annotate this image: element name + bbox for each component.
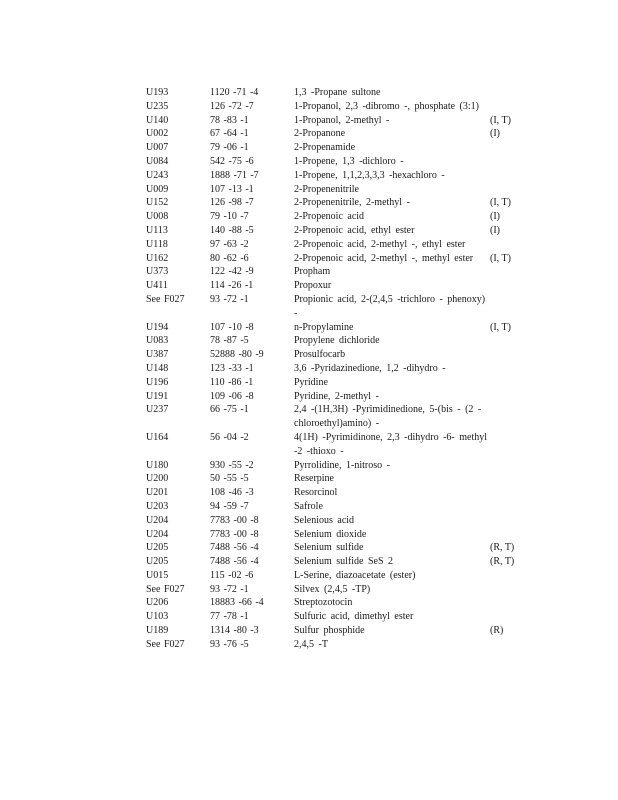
table-row [146,610,526,624]
substance-name-cell: L-Serine, diazoacetate (ester) [294,569,416,581]
substance-name-cell: Prosulfocarb [294,349,346,361]
cas-number-cell: 1314 -80 -3 [210,625,259,637]
table-row [146,224,526,238]
waste-code-cell: U203 [146,500,169,512]
waste-code-table [146,86,526,652]
cas-number-cell: 77 -78 -1 [210,611,249,623]
table-row [146,348,526,362]
hazard-code-cell: (I) [490,224,500,236]
cas-number-cell: 80 -62 -6 [210,252,249,264]
substance-name-cell: 2-Propenenitrile [294,183,359,195]
waste-code-cell: U205 [146,556,169,568]
cas-number-cell: 50 -55 -5 [210,473,249,485]
cas-number-cell: 7488 -56 -4 [210,556,259,568]
hazard-code-cell: (I, T) [490,252,511,264]
table-row [146,528,526,542]
waste-code-cell: See F027 [146,293,185,305]
table-row [146,86,526,100]
substance-name-cell: Safrole [294,500,323,512]
table-row [146,431,526,459]
table-row [146,362,526,376]
hazard-code-cell: (R, T) [490,556,515,568]
substance-name-cell: 1-Propanol, 2-methyl - [294,114,390,126]
cas-number-cell: 114 -26 -1 [210,280,254,292]
substance-name-cell: Pyridine, 2-methyl - [294,390,379,402]
substance-name-cell: Pyrrolidine, 1-nitroso - [294,459,390,471]
substance-name-cell: Sulfur phosphide [294,625,365,637]
substance-name-cell: Propham [294,266,331,278]
waste-code-cell: U140 [146,114,169,126]
waste-code-cell: U235 [146,100,169,112]
hazard-code-cell: (R, T) [490,542,515,554]
cas-number-cell: 1888 -71 -7 [210,169,259,181]
waste-code-cell: U237 [146,404,169,416]
hazard-code-cell: (I) [490,211,500,223]
waste-code-cell: U387 [146,349,169,361]
table-row [146,555,526,569]
substance-name-cell: Streptozotocin [294,597,353,609]
table-row [146,334,526,348]
table-row [146,238,526,252]
waste-code-cell: U164 [146,431,169,443]
cas-number-cell: 78 -83 -1 [210,114,249,126]
waste-code-cell: U204 [146,514,169,526]
waste-code-cell: See F027 [146,583,185,595]
substance-name-cell: Sulfuric acid, dimethyl ester [294,611,414,623]
table-row [146,472,526,486]
cas-number-cell: 93 -72 -1 [210,583,249,595]
table-row [146,114,526,128]
table-row [146,196,526,210]
waste-code-cell: U206 [146,597,169,609]
table-row [146,252,526,266]
substance-name-cell: 2-Propenenitrile, 2-methyl - [294,197,410,209]
waste-code-cell: U162 [146,252,169,264]
waste-code-cell: U194 [146,321,169,333]
table-row [146,293,526,321]
cas-number-cell: 108 -46 -3 [210,487,254,499]
waste-code-cell: See F027 [146,638,185,650]
cas-number-cell: 107 -13 -1 [210,183,254,195]
substance-name-cell: 1,3 -Propane sultone [294,87,381,98]
table-row [146,500,526,514]
cas-number-cell: 93 -72 -1 [210,293,249,305]
table-row [146,210,526,224]
waste-code-cell: U118 [146,238,168,250]
waste-code-cell: U201 [146,487,169,499]
substance-name-cell: Propylene dichloride [294,335,380,347]
cas-number-cell: 94 -59 -7 [210,500,249,512]
substance-name-cell: 2,4 -(1H,3H) -Pyrimidinedione, 5-(bis - (2 -chloroethyl)amino) - [294,404,482,430]
table-row [146,279,526,293]
cas-number-cell: 930 -55 -2 [210,459,254,471]
table-row [146,569,526,583]
table-row [146,169,526,183]
table-row [146,583,526,597]
cas-number-cell: 18883 -66 -4 [210,597,264,609]
substance-name-cell: Resorcinol [294,487,338,499]
cas-number-cell: 78 -87 -5 [210,335,249,347]
table-row [146,265,526,279]
cas-number-cell: 123 -33 -1 [210,362,254,374]
cas-number-cell: 115 -02 -6 [210,569,254,581]
substance-name-cell: Selenium sulfide [294,542,364,554]
cas-number-cell: 126 -98 -7 [210,197,254,209]
waste-code-cell: U148 [146,362,169,374]
hazard-code-cell: (I, T) [490,197,511,209]
waste-code-cell: U113 [146,224,168,236]
hazard-code-cell: (I, T) [490,114,511,126]
cas-number-cell: 110 -86 -1 [210,376,254,388]
cas-number-cell: 542 -75 -6 [210,155,254,167]
substance-name-cell: Propionic acid, 2-(2,4,5 -trichloro - phenoxy) - [294,293,486,319]
waste-code-cell: U152 [146,197,169,209]
cas-number-cell: 56 -04 -2 [210,431,249,443]
substance-name-cell: Pyridine [294,376,328,388]
waste-code-cell: U007 [146,142,169,154]
cas-number-cell: 126 -72 -7 [210,100,254,112]
waste-code-cell: U204 [146,528,169,540]
waste-code-cell: U002 [146,128,169,140]
hazard-code-cell: (R) [490,625,504,637]
cas-number-cell: 1120 -71 -4 [210,87,259,98]
waste-code-cell: U180 [146,459,169,471]
table-row [146,127,526,141]
table-row [146,183,526,197]
table-row [146,155,526,169]
waste-code-cell: U243 [146,169,169,181]
waste-code-cell: U015 [146,569,169,581]
table-row [146,541,526,555]
substance-name-cell: 2-Propenoic acid, 2-methyl -, methyl ester [294,252,474,264]
cas-number-cell: 7488 -56 -4 [210,542,259,554]
table-row [146,486,526,500]
table-row [146,596,526,610]
cas-number-cell: 107 -10 -8 [210,321,254,333]
substance-name-cell: 4(1H) -Pyrimidinone, 2,3 -dihydro -6- methyl -2 -thioxo - [294,431,488,457]
cas-number-cell: 93 -76 -5 [210,638,249,650]
substance-name-cell: 2-Propanone [294,128,346,140]
waste-code-cell: U411 [146,280,168,292]
waste-code-cell: U084 [146,155,169,167]
table-row [146,624,526,638]
cas-number-cell: 109 -06 -8 [210,390,254,402]
substance-name-cell: Selenium sulfide SeS 2 [294,556,394,568]
table-row [146,514,526,528]
table-row [146,403,526,431]
substance-name-cell: 1-Propanol, 2,3 -dibromo -, phosphate (3:1) [294,100,479,112]
cas-number-cell: 97 -63 -2 [210,238,249,250]
waste-code-cell: U205 [146,542,169,554]
waste-code-cell: U373 [146,266,169,278]
hazard-code-cell: (I) [490,128,500,140]
substance-name-cell: 2-Propenoic acid [294,211,365,223]
cas-number-cell: 140 -88 -5 [210,224,254,236]
cas-number-cell: 67 -64 -1 [210,128,249,140]
table-row [146,459,526,473]
waste-code-cell: U083 [146,335,169,347]
substance-name-cell: Reserpine [294,473,334,485]
table-row [146,638,526,652]
substance-name-cell: Silvex (2,4,5 -TP) [294,583,371,595]
waste-code-cell: U200 [146,473,169,485]
waste-code-cell: U191 [146,390,169,402]
waste-code-cell: U008 [146,211,169,223]
cas-number-cell: 79 -06 -1 [210,142,249,154]
substance-name-cell: 2-Propenoic acid, ethyl ester [294,224,415,236]
cas-number-cell: 122 -42 -9 [210,266,254,278]
substance-name-cell: n-Propylamine [294,321,354,333]
waste-code-cell: U009 [146,183,169,195]
substance-name-cell: 2-Propenoic acid, 2-methyl -, ethyl ester [294,238,466,250]
waste-code-cell: U193 [146,87,169,98]
cas-number-cell: 7783 -00 -8 [210,528,259,540]
substance-name-cell: Selenium dioxide [294,528,367,540]
cas-number-cell: 7783 -00 -8 [210,514,259,526]
substance-name-cell: 1-Propene, 1,1,2,3,3,3 -hexachloro - [294,169,445,181]
cas-number-cell: 66 -75 -1 [210,404,249,416]
substance-name-cell: 3,6 -Pyridazinedione, 1,2 -dihydro - [294,362,446,374]
cas-number-cell: 52888 -80 -9 [210,349,264,361]
substance-name-cell: 2-Propenamide [294,142,356,154]
table-row [146,390,526,404]
waste-code-cell: U196 [146,376,169,388]
table-row [146,321,526,335]
substance-name-cell: 1-Propene, 1,3 -dichloro - [294,155,404,167]
table-row [146,141,526,155]
substance-name-cell: Selenious acid [294,514,355,526]
table-row [146,100,526,114]
hazard-code-cell: (I, T) [490,321,511,333]
cas-number-cell: 79 -10 -7 [210,211,249,223]
table-row [146,376,526,390]
waste-code-cell: U189 [146,625,169,637]
substance-name-cell: 2,4,5 -T [294,638,328,650]
waste-code-cell: U103 [146,611,169,623]
substance-name-cell: Propoxur [294,280,332,292]
